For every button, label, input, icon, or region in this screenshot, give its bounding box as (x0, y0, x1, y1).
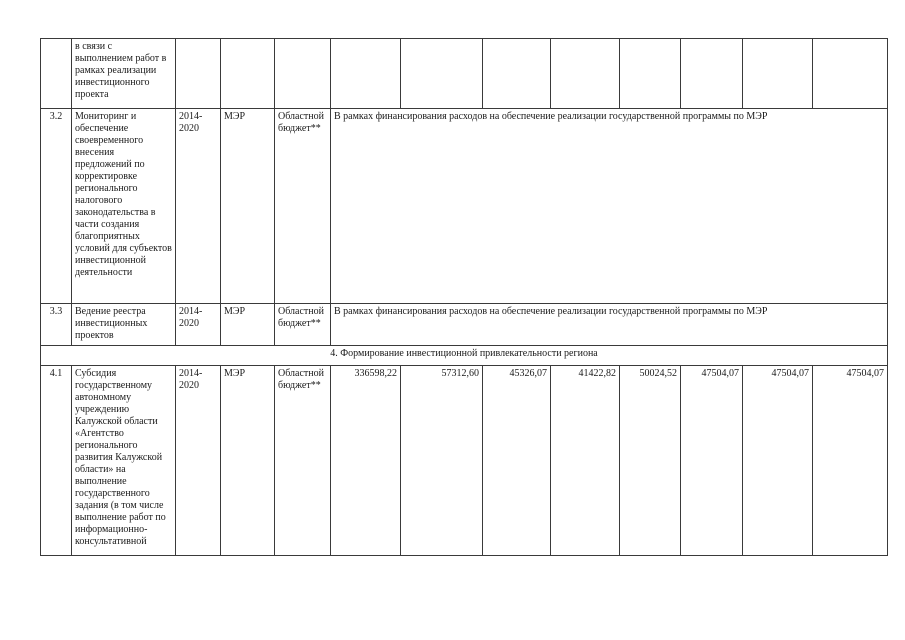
period-cell (176, 39, 221, 109)
table-row (41, 304, 888, 346)
year-value: 47504,07 (681, 366, 743, 556)
measure-name: Ведение реестра инвестиционных проектов (72, 304, 176, 346)
table-row (41, 366, 888, 556)
empty-cell (483, 39, 551, 109)
empty-cell (743, 39, 813, 109)
period-cell: 2014-2020 (176, 366, 221, 556)
source-cell: Областной бюджет** (275, 366, 331, 556)
empty-cell (813, 39, 888, 109)
empty-cell (551, 39, 620, 109)
year-value: 47504,07 (813, 366, 888, 556)
total-value: 336598,22 (331, 366, 401, 556)
source-cell (275, 39, 331, 109)
source-cell: Областной бюджет** (275, 304, 331, 346)
executor-cell: МЭР (221, 109, 275, 304)
financing-note: В рамках финансирования расходов на обеспечение реализации государственной программы по МЭР (331, 109, 888, 304)
section-title: 4. Формирование инвестиционной привлекательности региона (41, 346, 888, 366)
empty-cell (401, 39, 483, 109)
row-number: 4.1 (41, 366, 72, 556)
year-value: 45326,07 (483, 366, 551, 556)
executor-cell: МЭР (221, 304, 275, 346)
year-value: 50024,52 (620, 366, 681, 556)
row-number: 3.3 (41, 304, 72, 346)
section-header-row (41, 346, 888, 366)
financing-note: В рамках финансирования расходов на обеспечение реализации государственной программы по МЭР (331, 304, 888, 346)
empty-cell (681, 39, 743, 109)
period-cell: 2014-2020 (176, 109, 221, 304)
empty-cell (331, 39, 401, 109)
executor-cell (221, 39, 275, 109)
year-value: 57312,60 (401, 366, 483, 556)
empty-cell (620, 39, 681, 109)
measure-name: Субсидия государственному автономному учреждению Калужской области «Агентство регионального развития Калужской области» на выполнение государственного задания (в том числе выполнение работ по информационно-консультативной (72, 366, 176, 556)
table-row (41, 109, 888, 304)
measure-name: в связи с выполнением работ в рамках реализации инвестиционного проекта (72, 39, 176, 109)
program-measures-table (40, 38, 888, 556)
row-number (41, 39, 72, 109)
executor-cell: МЭР (221, 366, 275, 556)
period-cell: 2014-2020 (176, 304, 221, 346)
year-value: 41422,82 (551, 366, 620, 556)
table-row (41, 39, 888, 109)
measure-name: Мониторинг и обеспечение своевременного внесения предложений по корректировке регионального налогового законодательства в части создания благоприятных условий для субъектов инвестиционной деятельности (72, 109, 176, 304)
year-value: 47504,07 (743, 366, 813, 556)
row-number: 3.2 (41, 109, 72, 304)
source-cell: Областной бюджет** (275, 109, 331, 304)
